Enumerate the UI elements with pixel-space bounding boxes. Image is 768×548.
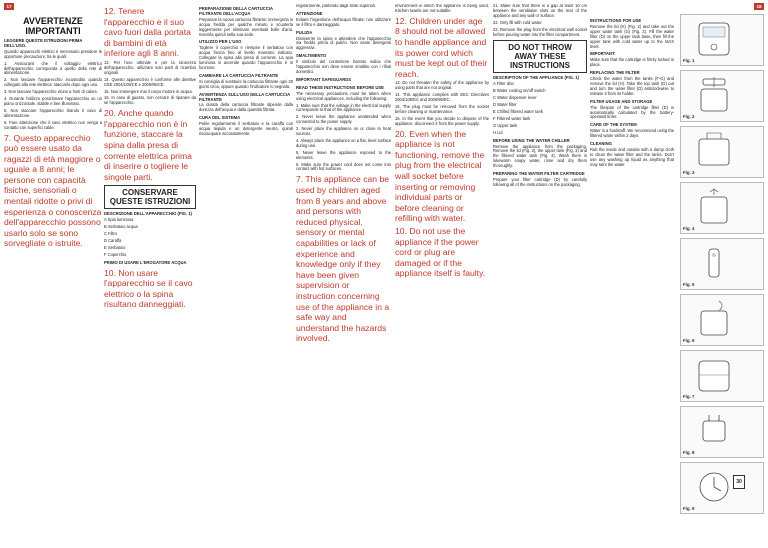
- section-heading: ATTENZIONE: [296, 10, 323, 16]
- body-text: Pulire regolarmente il serbatoio e la caraffa con acqua tiepida e un detergente neutro, quindi risciacquare accuratamente.: [199, 121, 293, 136]
- list-item: 4. Durante l'utilizzo posizionare l'apparecchio su un piano orizzontale, stabile e ben illuminato.: [4, 96, 102, 106]
- list-item: 4. Always place the appliance on a flat, level surface during use.: [296, 137, 391, 148]
- keep-instructions-box: [493, 40, 587, 73]
- list-item: 13. Do not threaten the safety of the appliance by using parts that are not original.: [395, 80, 489, 91]
- list-item: 6. Make sure the power cord does not come into contact with hot surfaces.: [296, 161, 391, 172]
- assembly-icon: [689, 355, 739, 395]
- list-item: 3. Never place the appliance on or close to heat sources.: [296, 126, 391, 137]
- section-heading: FILTER USAGE AND STORAGE: [590, 98, 653, 104]
- page-title: [4, 16, 102, 36]
- section-heading: INSTRUCTIONS FOR USE: [590, 18, 642, 23]
- part-item: E Serbatoio: [104, 244, 126, 250]
- instructions-text-col: [590, 16, 674, 170]
- water-chiller-icon: [689, 19, 739, 59]
- column-mixed: [296, 4, 391, 544]
- list-item: 2. Non lasciare l'apparecchio incustodito quando collegato alla rete elettrica: staccarlo dopo ogni uso.: [4, 77, 102, 88]
- section-heading: DESCRIPTION OF THE APPLIANCE (FIG. 1): [493, 75, 579, 81]
- list-item: 5. Non staccare l'apparecchio tirando il cavo di alimentazione.: [4, 107, 102, 118]
- tank-icon: [689, 187, 739, 227]
- section-heading: PRIMO DI USARE L'EROGATORE ACQUA: [104, 259, 187, 265]
- figure-label: Fig. 3: [683, 170, 695, 176]
- highlight-warning: 7. Questo apparecchio può essere usato da ragazzi di età maggiore o uguale a 8 anni; le persone con capacità fisiche, sensoriali o mentali ridotte o privi di esperienza o conoscenza dell'apparecchio possono usarlo solo se sono sorvegliate o istruite.: [4, 132, 102, 249]
- list-item: 16. In the event that you decide to dispose of the appliance, disconnect it from the power supply.: [395, 115, 489, 126]
- body-text: Evitare l'ingestione dell'acqua filtrata: non utilizzare se il filtro è danneggiato.: [296, 16, 391, 27]
- section-heading: UTILIZZO PER L'USO: [199, 39, 242, 45]
- section-heading: BEFORE USING THE WATER CHILLER: [493, 137, 570, 143]
- keep-instructions-box: [104, 185, 196, 209]
- part-item: D Water filter: [493, 102, 517, 108]
- section-heading: AVVERTENZA SULL'USO DELLA CARTUCCIA FILTRANTE: [199, 91, 290, 102]
- section-subheading: READ THESE INSTRUCTIONS BEFORE USE: [296, 84, 384, 90]
- figure: [680, 238, 764, 290]
- intro-text: Quando apparecchi elettrici è necessario prendere le opportune precauzioni, tra le quali:: [4, 48, 102, 59]
- list-item: 5. Never leave the appliance exposed to the elements.: [296, 149, 391, 160]
- figure: [680, 14, 764, 66]
- column-en-1: [395, 4, 489, 544]
- column-en-2: [493, 4, 587, 544]
- highlight-warning: 7. This appliance can be used by children aged from 8 years and above and persons with reduced physical, sensory or mental capabilities or lack of experience and knowledge only if they have been given supervision or instruction concerning use of the appliance in a safe way and understand the hazards involved.: [296, 174, 390, 344]
- part-item: C Filtro: [104, 231, 118, 237]
- body-text: Check the water from the tanks (F-G) and remove the lid (H). Take the top tank (G) out and turn the water filter (D) anticlockwise to release it from its holder.: [590, 76, 674, 96]
- list-item: 2. Never leave the appliance unattended when connected to the power supply.: [296, 114, 391, 125]
- list-item: 3. Non lasciare l'apparecchio vicino a fonti di calore.: [4, 89, 99, 95]
- body-text: Preparare la nuova cartuccia filtrante: immergerla in acqua fredda per qualche minuto e scuoterla leggermente per eliminare eventuali bolle d'aria. Inserirla quindi nella sua sede.: [199, 16, 293, 37]
- part-item: A Filter disc: [493, 81, 515, 87]
- section-heading: CAMBIARE LA CARTUCCIA FILTRANTE: [199, 72, 279, 78]
- body-text: Disinserire la spina e attendere che l'apparecchio sia freddo prima di pulirlo. Non usare detergenti aggressivi.: [296, 35, 391, 51]
- part-item: G Upper tank: [493, 122, 518, 128]
- list-item: 21. Make sure that there is a gap at least 10 cm between the ventilation slots on the rear of the appliance and any wall or surface.: [493, 4, 587, 18]
- list-item: 14. This appliance complies with EEC Directives 2004/108/EC and 2006/95/EC.: [395, 92, 489, 103]
- highlight-warning: 10. Do not use the appliance if the power cord or plug are damaged or if the appliance itself is faulty.: [395, 225, 486, 279]
- body-text: The necessary precautions must be taken when using electrical appliances, including the following:: [296, 90, 391, 101]
- figure-label: Fig. 7: [683, 394, 695, 400]
- list-item: 14. Questo apparecchio è conforme alle direttive CEE 2004/108/CE e 2006/95/CE.: [104, 76, 196, 87]
- figure: [680, 294, 764, 346]
- section-heading: IMPORTANT SAFEGUARDS: [296, 76, 352, 82]
- body-text: Remove the appliance from the packaging. Remove the lid (Fig. 2), the upper tank (Fig. 3) and the filtered water tank (Fig. 4). Wash them in lukewarm soapy water, rinse and dry them thoroughly.: [493, 143, 587, 169]
- body-text: Il simbolo del contenitore barrato indica che l'apparecchio non deve essere smaltito con i rifiuti domestici.: [296, 59, 391, 74]
- part-item: B Serbatoio acqua: [104, 224, 138, 230]
- plug-icon: [689, 411, 739, 451]
- list-item: 13. Per l'uso ottimale e per la sicurezza dell'apparecchio, utilizzare solo parti di ricambio originali.: [104, 59, 196, 75]
- filter-cartridge-icon: [689, 243, 739, 283]
- figure: [680, 350, 764, 402]
- list-item: 6. Fare attenzione che il cavo elettrico non venga a contatto con superfici calde.: [4, 119, 102, 130]
- section-heading: PREPARAZIONE DELLA CARTUCCIA FILTRANTE DELL'ACQUA: [199, 6, 273, 16]
- body-text: Make sure that the cartridge is firmly locked in place.: [590, 57, 674, 68]
- title-line-1: AVVERTENZE: [23, 16, 83, 26]
- title-line-2: IMPORTANTI: [25, 26, 81, 36]
- body-text: Togliere il coperchio e riempire il serbatoio con acqua fresca fino al livello massimo indicato. Collegare la spina alla presa di corrente. La spia luminosa si accende quando l'apparecchio è in funzione.: [199, 45, 293, 70]
- list-item: 1. Assicurarsi che il voltaggio elettrico dell'apparecchio corrisponda a quello della rete di alimentazione.: [4, 60, 102, 76]
- figure-column: [678, 14, 764, 534]
- highlight-warning: 10. Non usare l'apparecchio se il cavo elettrico o la spina risultano danneggiati.: [104, 267, 193, 310]
- part-item: F Filtered water tank: [493, 115, 531, 121]
- body-text: Rub the inside and outside with a damp cloth to clean the water filter and the tanks. Don't use any washing up liquid as anything that may taint the water.: [590, 146, 674, 167]
- section-heading: IMPORTANT:: [590, 51, 616, 57]
- section-heading: DESCRIZIONE DELL'APPARECCHIO (FIG. 1): [104, 211, 192, 217]
- figure-label: Fig. 9: [683, 506, 695, 512]
- section-heading: REPLACING THE FILTER: [590, 70, 640, 76]
- part-item: H Lid: [493, 129, 503, 135]
- body-text: Prepare your filter cartridge (D) by carefully following all of the instructions on the packaging.: [493, 176, 587, 187]
- column-it-1: [4, 4, 102, 544]
- lid-removal-icon: [689, 75, 739, 115]
- part-item: D Caraffa: [104, 238, 122, 243]
- section-heading: CLEANING: [590, 141, 612, 147]
- list-item: 1. Make sure that the voltage in the electrical supply corresponds to that of the appliance.: [296, 102, 391, 113]
- section-heading: SMALTIMENTO: [296, 53, 327, 59]
- part-item: F Coperchio: [104, 251, 127, 257]
- section-heading: PULIZIA: [296, 29, 313, 35]
- part-item: A Spia luminosa: [104, 217, 134, 223]
- list-item: 15. The plug must be removed from the socket before cleaning or maintenance.: [395, 104, 489, 114]
- section-heading: CARE OF THE SYSTEM: [590, 122, 637, 128]
- column-en-figures: [590, 4, 764, 544]
- figure-label: Fig. 5: [683, 282, 695, 288]
- part-item: E Chilled filtered water tank: [493, 108, 543, 114]
- section-heading: LEGGERE QUESTE ISTRUZIONI PRIMA DELL'USO.: [4, 38, 83, 48]
- body-text: Si consiglia di sostituire la cartuccia filtrante ogni 30 giorni circa, oppure quando l'indicatore lo segnala.: [199, 78, 293, 89]
- list-item: 15. Non immergere mai il corpo motore in acqua.: [104, 88, 193, 94]
- body-text: Remove the lid (H) (Fig. 2) and take out the upper water tank (G) (Fig. 3). Fill the water filter (D) on the upper tank base, then fill the upper tank with cold water up to the MAX level.: [590, 23, 674, 49]
- highlight-warning: 12. Tenere l'apparecchio e il suo cavo fuori dalla portata di bambini di età inferiore agli 8 anni.: [104, 6, 191, 59]
- figure: [680, 126, 764, 178]
- figure: [680, 406, 764, 458]
- figure: [680, 182, 764, 234]
- page-number-right: 18: [754, 3, 764, 10]
- figure-label: Fig. 6: [683, 338, 695, 344]
- figure-label: Fig. 2: [683, 114, 695, 120]
- body-text: regolarmente, partendo dagli strati superiori.: [296, 4, 377, 8]
- part-item: C Water dispenser lever: [493, 95, 537, 101]
- list-item: 23. Remove the plug from the electrical wall socket before pouring water into the filter compartment.: [493, 26, 587, 37]
- figure-label: Fig. 4: [683, 226, 695, 232]
- body-text: Water is a foodstuff. We recommend using the filtered water within 2 days.: [590, 128, 674, 139]
- column-it-2: [104, 4, 196, 544]
- figure-label: Fig. 8: [683, 450, 695, 456]
- figure-label: Fig. 1: [683, 58, 695, 64]
- highlight-warning: 20. Anche quando l'apparecchio non è in funzione, staccare la spina dalla presa di corrente elettrica prima di inserire o togliere le singole parti.: [104, 108, 192, 182]
- timer-icon: [689, 467, 739, 507]
- section-heading: PREPARING THE WATER FILTER CARTRIDGE: [493, 171, 585, 177]
- figure: [680, 70, 764, 122]
- body-text: The lifespan of the cartridge filter (D) is automatically calculated by the battery-operated timer.: [590, 104, 674, 120]
- filling-icon: [689, 299, 739, 339]
- highlight-warning: 20. Even when the appliance is not functioning, remove the plug from the electrical wall socket before inserting or removing individual parts or before cleaning or refilling with water.: [395, 128, 485, 224]
- page-number-left: 17: [4, 3, 14, 10]
- part-item: B Water cooling on/off switch: [493, 88, 546, 94]
- highlight-warning: 12. Children under age 8 should not be allowed to handle appliance and its power cord which must be kept out of their reach.: [395, 15, 488, 79]
- days-badge: 30: [733, 475, 745, 489]
- list-item: 22. Only fill with cold water.: [493, 19, 543, 25]
- section-heading: CURA DEL SISTEMA: [199, 115, 241, 121]
- body-text: La durata della cartuccia filtrante dipende dalla durezza dell'acqua e dalla quantità filtrata.: [199, 102, 293, 113]
- keep-instructions-title: DO NOT THROW AWAY THESE INSTRUCTIONS: [508, 43, 572, 71]
- list-item: 16. In caso di guasto, non cercare di riparare da sé l'apparecchio.: [104, 95, 196, 106]
- keep-instructions-title: CONSERVARE QUESTE ISTRUZIONI: [109, 188, 191, 207]
- body-text: environment in which the appliance is being used. Kitchen towels are not suitable.: [395, 4, 489, 13]
- column-it-3: [199, 4, 293, 544]
- figure: [680, 462, 764, 514]
- upper-tank-icon: [689, 131, 739, 171]
